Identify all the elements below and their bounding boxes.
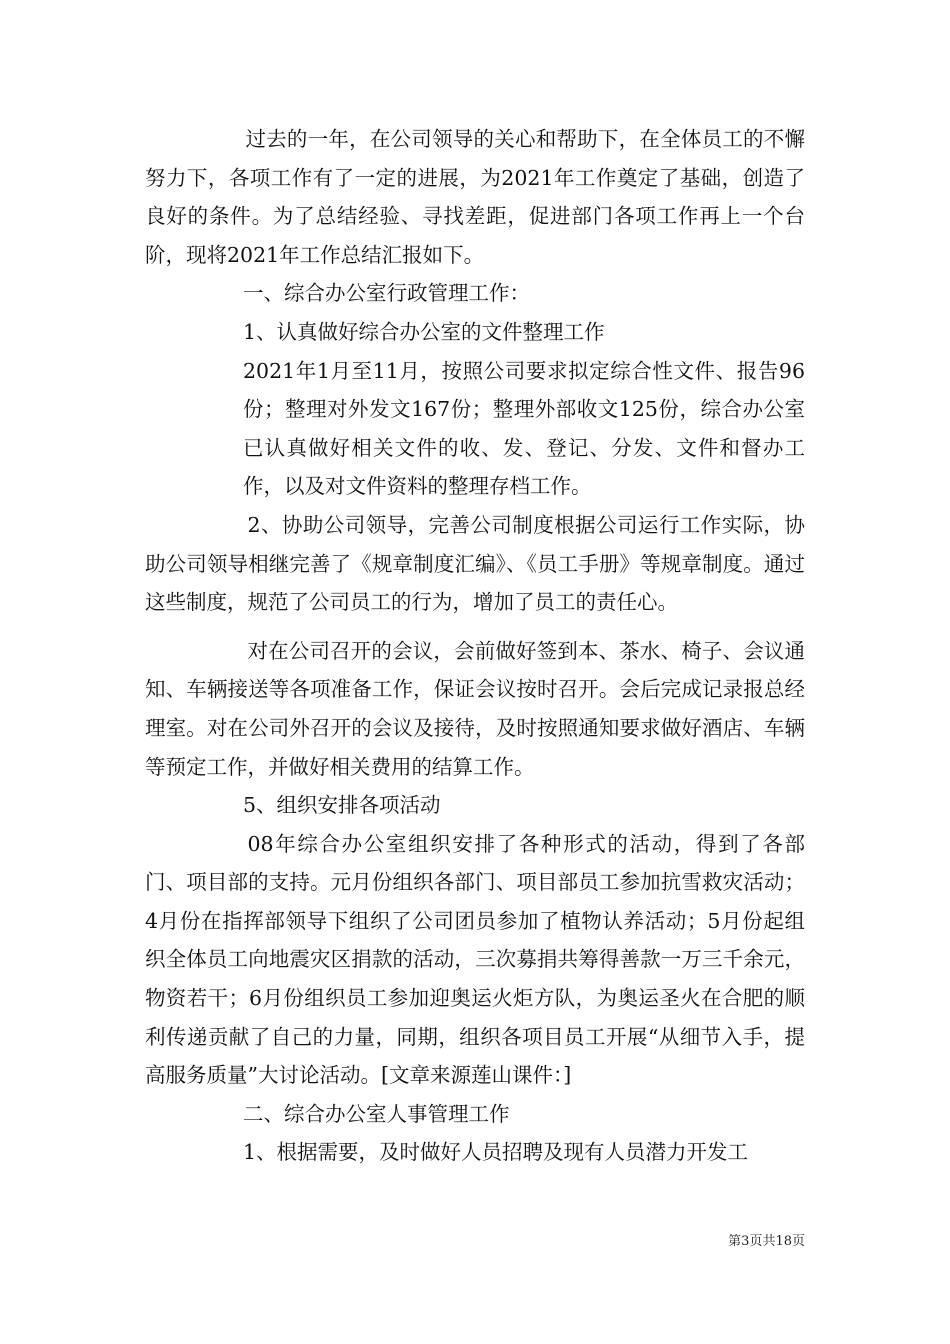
subheading-file-management: 1、认真做好综合办公室的文件整理工作 xyxy=(243,319,605,344)
paragraph-file-stats: 2021年1月至11月，按照公司要求拟定综合性文件、报告96份；整理对外发文167份；整理外部收文125份，综合办公室已认真做好相关文件的收、发、登记、分发、文件和督办工作，以及对文件资料的整理存档工作。 xyxy=(243,358,805,499)
paragraph-meetings: 对在公司召开的会议，会前做好签到本、茶水、椅子、会议通知、车辆接送等各项准备工作，保证会议按时召开。会后完成记录报总经理室。对在公司外召开的会议及接待，及时按照通知要求做好酒店、车辆等预定工作，并做好相关费用的结算工作。 xyxy=(145,638,805,779)
section-heading-admin: 一、综合办公室行政管理工作： xyxy=(243,281,530,306)
section-heading-hr: 二、综合办公室人事管理工作 xyxy=(243,1101,510,1126)
page-number: 第3页共18页 xyxy=(728,1234,805,1249)
paragraph-regulations: 2、协助公司领导，完善公司制度根据公司运行工作实际，协助公司领导相继完善了《规章制度汇编》、《员工手册》等规章制度。通过这些制度，规范了公司员工的行为，增加了员工的责任心。 xyxy=(145,512,805,615)
paragraph-recruitment: 1、根据需要，及时做好人员招聘及现有人员潜力开发工 xyxy=(243,1140,749,1165)
paragraph-activities: 08年综合办公室组织安排了各种形式的活动，得到了各部门、项目部的支持。元月份组织各部门、项目部员工参加抗雪救灾活动；4月份在指挥部领导下组织了公司团员参加了植物认养活动；5月份起组织全体员工向地震灾区捐款的活动，三次募捐共筹得善款一万三千余元，物资若干；6月份组织员工参加迎奥运火炬方队，为奥运圣火在合肥的顺利传递贡献了自己的力量，同期，组织各项目员工开展“从细节入手，提高服务质量”大讨论活动。[文章来源莲山课件：] xyxy=(145,831,805,1088)
subheading-activities: 5、组织安排各项活动 xyxy=(243,793,441,818)
document-body xyxy=(145,120,805,1172)
paragraph-intro: 过去的一年，在公司领导的关心和帮助下，在全体员工的不懈努力下，各项工作有了一定的进展，为2021年工作奠定了基础，创造了良好的条件。为了总结经验、寻找差距，促进部门各项工作再上一个台阶，现将2021年工作总结汇报如下。 xyxy=(145,127,805,267)
